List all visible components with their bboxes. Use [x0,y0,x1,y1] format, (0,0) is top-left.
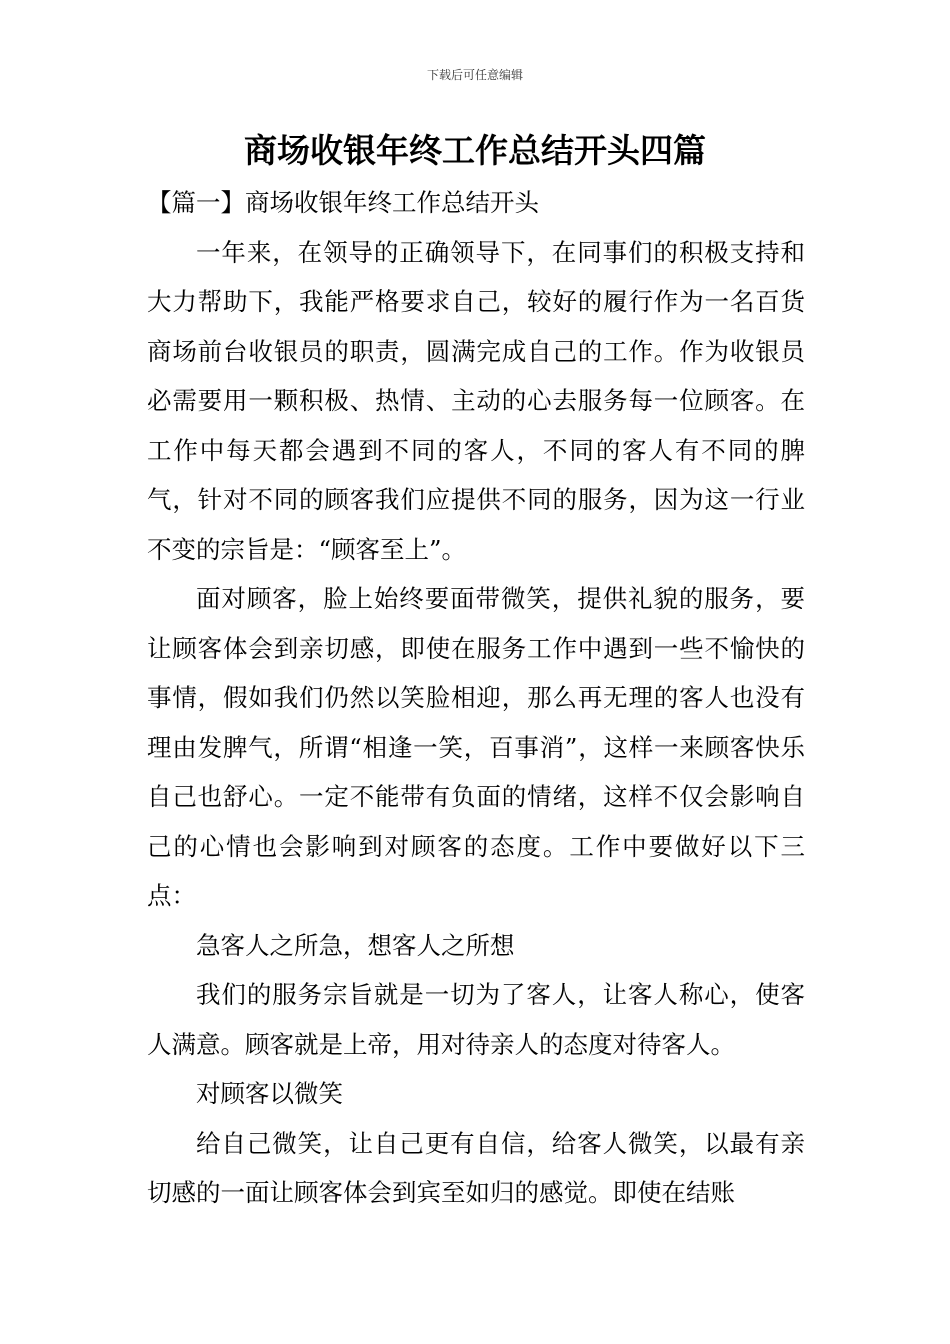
document-body [147,178,805,1218]
paragraph-4: 给自己微笑，让自己更有自信，给客人微笑，以最有亲切感的一面让顾客体会到宾至如归的感觉。即使在结账 [147,1128,805,1207]
paragraph-1: 一年来，在领导的正确领导下，在同事们的积极支持和大力帮助下，我能严格要求自己，较好的履行作为一名百货商场前台收银员的职责，圆满完成自己的工作。作为收银员必需要用一颗积极、热情、主动的心去服务每一位顾客。在工作中每天都会遇到不同的客人，不同的客人有不同的脾气，针对不同的顾客我们应提供不同的服务，因为这一行业不变的宗旨是：“顾客至上”。 [147,237,805,564]
paragraph-2: 面对顾客，脸上始终要面带微笑，提供礼貌的服务，要让顾客体会到亲切感，即使在服务工作中遇到一些不愉快的事情，假如我们仍然以笑脸相迎，那么再无理的客人也没有理由发脾气，所谓“相逢一笑，百事消”，这样一来顾客快乐自己也舒心。一定不能带有负面的情绪，这样不仅会影响自己的心情也会影响到对顾客的态度。工作中要做好以下三点： [147,584,805,910]
header-note: 下载后可任意编辑 [426,68,523,82]
paragraph-3: 我们的服务宗旨就是一切为了客人，让客人称心，使客人满意。顾客就是上帝，用对待亲人的态度对待客人。 [147,980,805,1059]
section-heading: 【篇一】商场收银年终工作总结开头 [147,188,539,217]
subheading-1: 急客人之所急，想客人之所想 [196,930,515,960]
subheading-2: 对顾客以微笑 [196,1079,343,1108]
document-title: 商场收银年终工作总结开头四篇 [244,131,706,170]
